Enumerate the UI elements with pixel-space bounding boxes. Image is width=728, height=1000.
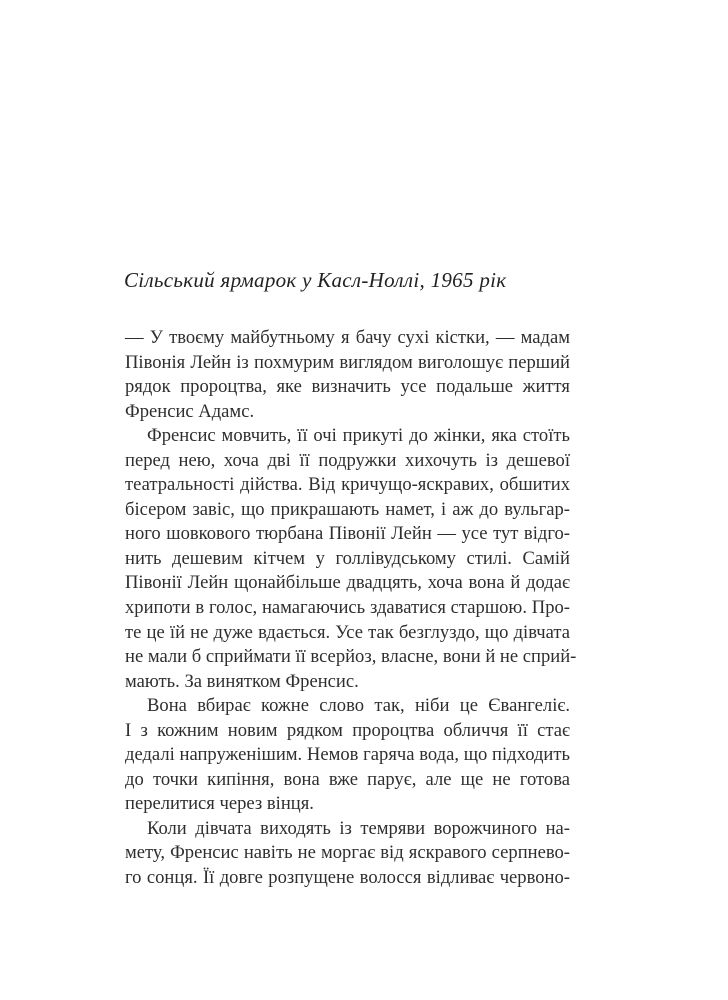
text-line: мають. За винятком Френсис. (125, 670, 359, 692)
text-line: перелитися через вінця. (125, 793, 314, 815)
text-line: театральності дійства. Від кричущо-яскравих, обшитих (125, 474, 570, 496)
text-line: нить дешевим кітчем у голлівудському стилі. Самій (125, 547, 570, 569)
text-line: перед нею, хоча дві її подружки хихочуть із дешевої (125, 449, 570, 471)
text-line: ного шовкового тюрбана Півонії Лейн — усе тут відго- (125, 523, 570, 545)
text-line: — У твоєму майбутньому я бачу сухі кістки, — мадам (125, 327, 570, 348)
text-line: І з кожним новим рядком пророцтва обличчя її стає (125, 719, 570, 741)
text-line: Вона вбирає кожне слово так, ніби це Євангеліє. (147, 695, 570, 717)
text-line: рядок пророцтва, яке визначить усе подальше життя (125, 376, 570, 398)
page-body-text (125, 326, 577, 891)
text-line: Френсис мовчить, її очі прикуті до жінки, яка стоїть (147, 425, 570, 447)
text-line: до точки кипіння, вона вже парує, але ще не готова (125, 768, 570, 790)
chapter-heading: Сільський ярмарок у Касл-Ноллі, 1965 рік (124, 268, 507, 292)
text-line: хрипоти в голос, намагаючись здаватися старшою. Про- (125, 597, 570, 619)
text-line: не мали б сприймати її всерйоз, власне, вони й не сприй- (125, 646, 577, 668)
text-line: Півонія Лейн із похмурим виглядом виголошує перший (125, 351, 570, 373)
text-line: Півонії Лейн щонайбільше двадцять, хоча вона й додає (125, 572, 570, 594)
text-line: дедалі напруженішим. Немов гаряча вода, що підходить (125, 744, 570, 766)
text-line: бісером завіс, що прикрашають намет, і аж до вульгар- (125, 498, 570, 520)
text-line: те це їй не дуже вдається. Усе так безглуздо, що дівчата (125, 621, 570, 643)
text-line: Френсис Адамс. (125, 400, 255, 422)
text-line: мету, Френсис навіть не моргає від яскравого серпнево- (125, 842, 570, 864)
text-line: Коли дівчата виходять із темряви ворожчиного на- (147, 817, 570, 839)
text-line: го сонця. Її довге розпущене волосся відливає червоно- (125, 867, 570, 889)
